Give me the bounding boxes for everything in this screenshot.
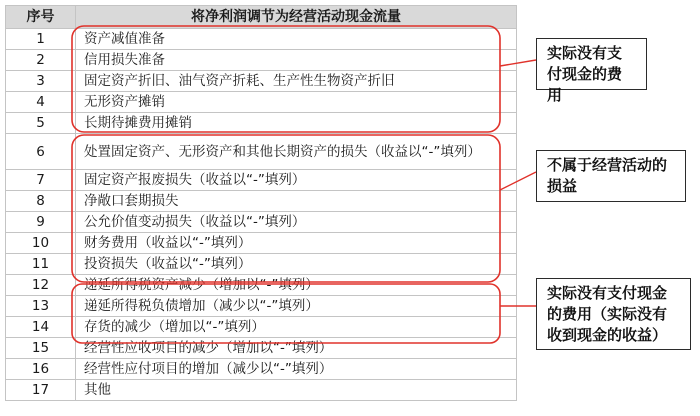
row-item: 递延所得税负债增加（减少以“-”填列） (76, 296, 517, 317)
callout-text: 实际没有支付现金的费用（实际没有收到现金的收益） (547, 284, 668, 344)
header-serial-number: 序号 (6, 6, 76, 29)
row-item: 经营性应付项目的增加（减少以“-”填列） (76, 359, 517, 380)
callout-non-cash-expenses (536, 38, 647, 104)
table-row (6, 191, 517, 212)
table-row (6, 275, 517, 296)
row-item: 无形资产摊销 (76, 92, 517, 113)
table-row (6, 212, 517, 233)
cash-flow-reconciliation-table (5, 5, 517, 401)
row-number: 3 (6, 71, 76, 92)
row-number: 11 (6, 254, 76, 275)
row-item: 公允价值变动损失（收益以“-”填列） (76, 212, 517, 233)
table-row (6, 380, 517, 401)
table-row (6, 317, 517, 338)
row-number: 1 (6, 29, 76, 50)
row-item: 净敞口套期损失 (76, 191, 517, 212)
row-item: 投资损失（收益以“-”填列） (76, 254, 517, 275)
row-number: 7 (6, 170, 76, 191)
row-number: 13 (6, 296, 76, 317)
table-row (6, 92, 517, 113)
row-item: 经营性应收项目的减少（增加以“-”填列） (76, 338, 517, 359)
table-row (6, 50, 517, 71)
table-row (6, 29, 517, 50)
row-number: 8 (6, 191, 76, 212)
row-number: 14 (6, 317, 76, 338)
row-item: 处置固定资产、无形资产和其他长期资产的损失（收益以“-”填列） (76, 134, 517, 170)
row-item: 固定资产报废损失（收益以“-”填列） (76, 170, 517, 191)
table-row (6, 113, 517, 134)
table-row (6, 254, 517, 275)
header-adjustment-title: 将净利润调节为经营活动现金流量 (76, 6, 517, 29)
row-number: 4 (6, 92, 76, 113)
table-row (6, 359, 517, 380)
callout-text: 实际没有支付现金的费用 (547, 44, 623, 104)
table-row (6, 170, 517, 191)
callout-text: 不属于经营活动的损益 (547, 156, 668, 195)
table-row (6, 296, 517, 317)
table-row (6, 338, 517, 359)
row-number: 12 (6, 275, 76, 296)
row-number: 10 (6, 233, 76, 254)
row-item: 信用损失准备 (76, 50, 517, 71)
callout-non-cash-expenses-and-income (536, 278, 691, 350)
row-number: 17 (6, 380, 76, 401)
table-row (6, 233, 517, 254)
callout-non-operating-gains-losses (536, 150, 686, 202)
row-item: 存货的减少（增加以“-”填列） (76, 317, 517, 338)
table-row (6, 134, 517, 170)
row-item: 长期待摊费用摊销 (76, 113, 517, 134)
row-number: 15 (6, 338, 76, 359)
row-number: 6 (6, 134, 76, 170)
row-item: 固定资产折旧、油气资产折耗、生产性生物资产折旧 (76, 71, 517, 92)
table-header-row (6, 6, 517, 29)
row-item: 资产减值准备 (76, 29, 517, 50)
row-number: 2 (6, 50, 76, 71)
row-item: 财务费用（收益以“-”填列） (76, 233, 517, 254)
row-number: 9 (6, 212, 76, 233)
row-item: 其他 (76, 380, 517, 401)
row-number: 5 (6, 113, 76, 134)
row-number: 16 (6, 359, 76, 380)
row-item: 递延所得税资产减少（增加以“-”填列） (76, 275, 517, 296)
table-row (6, 71, 517, 92)
